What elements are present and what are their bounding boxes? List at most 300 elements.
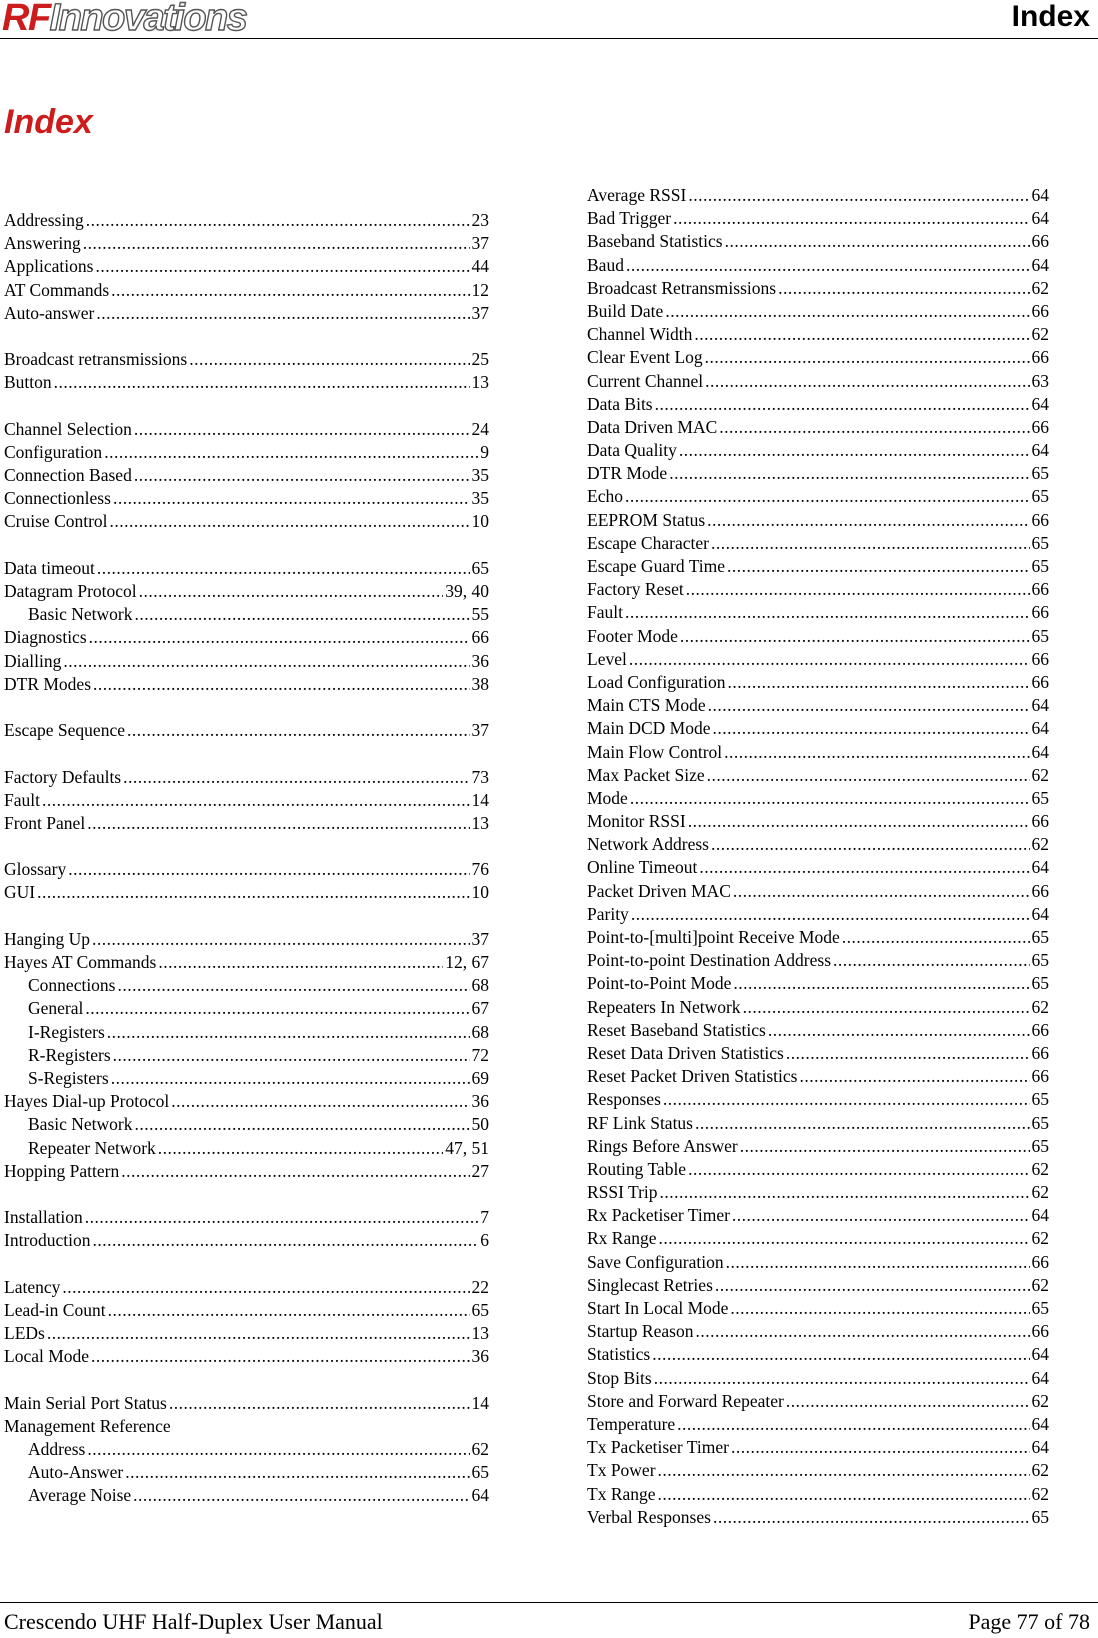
index-entry-page: 72 bbox=[471, 1044, 489, 1065]
dot-leader bbox=[786, 1390, 1030, 1413]
index-entry-label: LEDs bbox=[4, 1323, 45, 1343]
index-entry-page: 62 bbox=[1031, 1228, 1049, 1249]
index-entry-page: 64 bbox=[1031, 1413, 1049, 1434]
index-entry-page: 36 bbox=[471, 650, 489, 671]
index-entry[interactable] bbox=[4, 209, 489, 232]
dot-leader bbox=[111, 1067, 470, 1090]
index-entry[interactable] bbox=[587, 1135, 1049, 1158]
index-entry[interactable] bbox=[587, 996, 1049, 1019]
index-entry-page: 64 bbox=[1031, 1367, 1049, 1388]
index-entry-page: 64 bbox=[1031, 1437, 1049, 1458]
index-entry-page: 62 bbox=[1031, 1182, 1049, 1203]
index-entry-label: Tx Range bbox=[587, 1483, 656, 1504]
dot-leader bbox=[125, 1461, 469, 1484]
dot-leader bbox=[54, 371, 470, 394]
index-entry-label: Point-to-[multi]point Receive Mode bbox=[587, 927, 840, 947]
dot-leader bbox=[630, 787, 1030, 810]
index-entry-label: Load Configuration bbox=[587, 671, 726, 692]
index-entry-page: 64 bbox=[1031, 718, 1049, 739]
dot-leader bbox=[85, 1206, 479, 1229]
index-entry-page: 35 bbox=[471, 465, 489, 486]
index-entry[interactable] bbox=[587, 230, 1049, 253]
index-entry[interactable] bbox=[587, 601, 1049, 624]
index-entry-label: GUI bbox=[4, 882, 36, 903]
index-entry[interactable] bbox=[4, 789, 489, 812]
index-entry[interactable] bbox=[587, 972, 1049, 995]
index-entry-page: 65 bbox=[1031, 556, 1049, 576]
index-entry-label: Build Date bbox=[587, 300, 664, 321]
dot-leader bbox=[127, 719, 470, 742]
dot-leader bbox=[732, 1204, 1030, 1227]
index-subentry[interactable] bbox=[4, 1137, 489, 1160]
index-entry[interactable] bbox=[587, 462, 1049, 485]
index-entry-label: Data timeout bbox=[4, 557, 95, 578]
index-entry-label: Factory Defaults bbox=[4, 766, 122, 787]
index-entry-page: 65 bbox=[471, 1299, 489, 1320]
index-entry[interactable] bbox=[4, 673, 489, 696]
dot-leader bbox=[108, 1299, 470, 1322]
index-entry[interactable] bbox=[587, 578, 1049, 601]
dot-leader bbox=[625, 485, 1030, 508]
index-entry-page: 36 bbox=[471, 1091, 489, 1112]
dot-leader bbox=[680, 625, 1030, 648]
dot-leader bbox=[712, 717, 1029, 740]
index-entry-label: Temperature bbox=[587, 1413, 676, 1434]
dot-leader bbox=[169, 1392, 470, 1415]
index-entry[interactable] bbox=[4, 1160, 489, 1183]
index-entry[interactable] bbox=[587, 1459, 1049, 1482]
dot-leader bbox=[63, 650, 469, 673]
index-entry[interactable] bbox=[587, 1390, 1049, 1413]
index-entry[interactable] bbox=[587, 1158, 1049, 1181]
index-entry[interactable] bbox=[587, 509, 1049, 532]
index-entry-label: Average RSSI bbox=[587, 185, 687, 205]
dot-leader bbox=[139, 580, 444, 603]
index-entry[interactable] bbox=[4, 1345, 489, 1368]
index-entry[interactable] bbox=[587, 1181, 1049, 1204]
index-entry-label: Reset Packet Driven Statistics bbox=[587, 1066, 798, 1087]
index-entry-page: 12 bbox=[471, 279, 489, 300]
index-entry[interactable] bbox=[4, 348, 489, 371]
index-entry[interactable] bbox=[587, 346, 1049, 369]
dot-leader bbox=[799, 1065, 1029, 1088]
index-entry[interactable] bbox=[587, 833, 1049, 856]
index-spacer bbox=[4, 1368, 489, 1391]
dot-leader bbox=[133, 1484, 469, 1507]
dot-leader bbox=[658, 1459, 1030, 1482]
index-entry[interactable] bbox=[587, 625, 1049, 648]
dot-leader bbox=[158, 1137, 443, 1160]
index-entry[interactable] bbox=[4, 812, 489, 835]
index-entry-page: 66 bbox=[1031, 1321, 1049, 1342]
index-entry-page: 65 bbox=[1031, 486, 1049, 507]
index-entry-page: 12, 67 bbox=[445, 952, 489, 972]
index-subentry[interactable] bbox=[4, 1113, 489, 1136]
index-entry-page: 62 bbox=[1031, 1390, 1049, 1411]
index-entry[interactable] bbox=[587, 856, 1049, 879]
index-entry-label: Statistics bbox=[587, 1344, 651, 1365]
index-entry-label: Applications bbox=[4, 256, 94, 277]
index-entry[interactable] bbox=[587, 1274, 1049, 1297]
index-entry[interactable] bbox=[4, 1206, 489, 1229]
index-entry[interactable] bbox=[587, 207, 1049, 230]
dot-leader bbox=[719, 416, 1029, 439]
index-entry[interactable] bbox=[587, 393, 1049, 416]
index-entry-label: Current Channel bbox=[587, 370, 704, 391]
index-entry[interactable] bbox=[4, 766, 489, 789]
index-entry-page: 65 bbox=[1031, 463, 1049, 484]
index-entry[interactable] bbox=[4, 232, 489, 255]
index-entry[interactable] bbox=[587, 1297, 1049, 1320]
index-entry-page: 67 bbox=[471, 998, 489, 1019]
dot-leader bbox=[93, 673, 469, 696]
index-entry[interactable] bbox=[587, 1042, 1049, 1065]
index-entry-page: 13 bbox=[471, 372, 489, 393]
index-entry-label: Hanging Up bbox=[4, 928, 91, 949]
index-entry[interactable] bbox=[4, 650, 489, 673]
index-subentry[interactable] bbox=[4, 603, 489, 626]
dot-leader bbox=[740, 1135, 1030, 1158]
dot-leader bbox=[631, 903, 1030, 926]
dot-leader bbox=[726, 1251, 1030, 1274]
index-entry-label: Store and Forward Repeater bbox=[587, 1390, 784, 1411]
index-entry[interactable] bbox=[587, 671, 1049, 694]
index-entry-label: Routing Table bbox=[587, 1158, 687, 1179]
index-entry-page: 64 bbox=[1031, 695, 1049, 716]
index-entry[interactable] bbox=[587, 277, 1049, 300]
index-entry[interactable] bbox=[4, 557, 489, 580]
index-entry-label: Baud bbox=[587, 254, 624, 275]
index-entry-label: Save Configuration bbox=[587, 1251, 724, 1272]
dot-leader bbox=[629, 648, 1030, 671]
index-entry-label: Installation bbox=[4, 1207, 83, 1228]
index-spacer bbox=[4, 742, 489, 765]
index-spacer bbox=[4, 696, 489, 719]
index-entry-label: Fault bbox=[587, 602, 623, 623]
dot-leader bbox=[37, 881, 469, 904]
index-entry[interactable] bbox=[587, 416, 1049, 439]
index-entry[interactable] bbox=[587, 1251, 1049, 1274]
index-entry-label: I-Registers bbox=[28, 1021, 105, 1042]
page-footer bbox=[0, 1602, 1098, 1638]
index-entry[interactable] bbox=[4, 580, 489, 603]
index-entry-label: EEPROM Status bbox=[587, 509, 706, 530]
index-entry-page: 64 bbox=[471, 1485, 489, 1506]
dot-leader bbox=[86, 209, 470, 232]
index-entry-label: Repeater Network bbox=[28, 1137, 156, 1158]
index-entry[interactable] bbox=[587, 903, 1049, 926]
index-entry[interactable] bbox=[587, 1320, 1049, 1343]
index-entry-page: 62 bbox=[471, 1438, 489, 1459]
index-entry[interactable] bbox=[4, 1299, 489, 1322]
index-entry[interactable] bbox=[587, 1506, 1049, 1529]
index-entry-label: Hopping Pattern bbox=[4, 1160, 120, 1181]
index-entry-page: 66 bbox=[1031, 648, 1049, 669]
index-entry-page: 37 bbox=[471, 233, 489, 254]
index-entry[interactable] bbox=[587, 717, 1049, 740]
index-entry[interactable] bbox=[4, 279, 489, 302]
index-entry-page: 14 bbox=[471, 1392, 489, 1413]
index-entry[interactable] bbox=[587, 1204, 1049, 1227]
dot-leader bbox=[768, 1019, 1030, 1042]
index-entry[interactable] bbox=[587, 1367, 1049, 1390]
index-entry-page: 66 bbox=[1031, 1251, 1049, 1272]
index-entry-page: 65 bbox=[471, 1462, 489, 1483]
index-entry[interactable] bbox=[4, 302, 489, 325]
index-entry[interactable] bbox=[4, 951, 489, 974]
index-entry-label: Connectionless bbox=[4, 488, 111, 509]
index-entry-label: Data Quality bbox=[587, 440, 677, 461]
dot-leader bbox=[733, 880, 1030, 903]
dot-leader bbox=[85, 997, 469, 1020]
index-entry-label: Configuration bbox=[4, 441, 103, 462]
index-entry[interactable] bbox=[4, 1322, 489, 1345]
index-entry-label: R-Registers bbox=[28, 1044, 111, 1065]
index-entry-label: Repeaters In Network bbox=[587, 996, 741, 1017]
dot-leader bbox=[724, 741, 1029, 764]
index-entry-page: 39, 40 bbox=[445, 581, 489, 601]
index-entry-label: Level bbox=[587, 648, 627, 669]
dot-leader bbox=[711, 532, 1030, 555]
index-entry-label: Baseband Statistics bbox=[587, 231, 723, 252]
index-entry-label: Main CTS Mode bbox=[587, 695, 706, 716]
dot-leader bbox=[134, 464, 470, 487]
dot-leader bbox=[688, 810, 1030, 833]
index-entry-label: Start In Local Mode bbox=[587, 1298, 729, 1318]
index-entry-page: 66 bbox=[1031, 1019, 1049, 1040]
index-entry[interactable] bbox=[4, 464, 489, 487]
index-spacer bbox=[4, 325, 489, 348]
dot-leader bbox=[679, 439, 1030, 462]
index-entry-page: 64 bbox=[1031, 741, 1049, 762]
index-entry[interactable] bbox=[4, 418, 489, 441]
index-entry-label: Online Timeout bbox=[587, 857, 698, 878]
index-entry-label: Network Address bbox=[587, 834, 709, 855]
index-entry[interactable] bbox=[587, 1065, 1049, 1088]
index-subentry[interactable] bbox=[4, 1021, 489, 1044]
dot-leader bbox=[171, 1090, 469, 1113]
dot-leader bbox=[118, 974, 470, 997]
index-entry[interactable] bbox=[4, 1229, 489, 1252]
dot-leader bbox=[786, 1042, 1030, 1065]
index-entry[interactable] bbox=[587, 949, 1049, 972]
index-entry[interactable] bbox=[4, 371, 489, 394]
logo-rf: RF bbox=[2, 0, 50, 39]
index-entry-label: Clear Event Log bbox=[587, 347, 703, 368]
index-entry-label: Button bbox=[4, 372, 52, 393]
index-entry-page: 62 bbox=[1031, 1483, 1049, 1504]
index-entry[interactable] bbox=[4, 1415, 489, 1438]
index-entry-label: Addressing bbox=[4, 210, 84, 230]
index-entry[interactable] bbox=[587, 926, 1049, 949]
index-entry[interactable] bbox=[587, 1343, 1049, 1366]
index-entry[interactable] bbox=[587, 810, 1049, 833]
index-entry[interactable] bbox=[4, 1276, 489, 1299]
index-entry[interactable] bbox=[587, 485, 1049, 508]
index-entry[interactable] bbox=[4, 487, 489, 510]
index-entry-label: Local Mode bbox=[4, 1346, 90, 1367]
index-entry-page: 62 bbox=[1031, 996, 1049, 1017]
index-entry-page: 65 bbox=[1031, 973, 1049, 994]
index-entry[interactable] bbox=[4, 928, 489, 951]
index-entry-label: Diagnostics bbox=[4, 627, 87, 648]
dot-leader bbox=[694, 323, 1029, 346]
index-entry-page: 13 bbox=[471, 1323, 489, 1343]
index-entry-label: Broadcast retransmissions bbox=[4, 349, 188, 370]
index-entry[interactable] bbox=[587, 532, 1049, 555]
index-entry-page: 66 bbox=[1031, 602, 1049, 623]
index-entry-page: 66 bbox=[1031, 1042, 1049, 1063]
index-entry[interactable] bbox=[587, 1019, 1049, 1042]
dot-leader bbox=[727, 555, 1029, 578]
index-entry-page: 68 bbox=[471, 1021, 489, 1042]
dot-leader bbox=[626, 254, 1030, 277]
index-entry-page: 24 bbox=[471, 418, 489, 439]
index-entry[interactable] bbox=[587, 787, 1049, 810]
index-entry[interactable] bbox=[587, 555, 1049, 578]
dot-leader bbox=[96, 302, 469, 325]
dot-leader bbox=[93, 1229, 479, 1252]
index-subentry[interactable] bbox=[4, 1461, 489, 1484]
index-entry[interactable] bbox=[4, 1392, 489, 1415]
index-subentry[interactable] bbox=[4, 1438, 489, 1461]
dot-leader bbox=[695, 1320, 1029, 1343]
index-entry[interactable] bbox=[587, 880, 1049, 903]
index-entry-page: 65 bbox=[1031, 625, 1049, 646]
index-entry-page: 62 bbox=[1031, 1274, 1049, 1295]
index-entry-label: Point-to-point Destination Address bbox=[587, 950, 832, 971]
index-entry[interactable] bbox=[587, 323, 1049, 346]
index-entry-label: Connections bbox=[28, 975, 116, 996]
index-entry[interactable] bbox=[587, 764, 1049, 787]
index-spacer bbox=[4, 835, 489, 858]
index-entry-page: 66 bbox=[1031, 300, 1049, 321]
index-entry-label: Hayes AT Commands bbox=[4, 952, 157, 972]
index-entry-page: 64 bbox=[1031, 254, 1049, 275]
index-entry[interactable] bbox=[587, 1413, 1049, 1436]
index-entry-page: 44 bbox=[471, 256, 489, 277]
dot-leader bbox=[733, 972, 1029, 995]
index-entry-label: Average Noise bbox=[28, 1485, 132, 1506]
index-entry-label: Management Reference bbox=[4, 1415, 171, 1436]
index-entry[interactable] bbox=[587, 1483, 1049, 1506]
index-entry-page: 62 bbox=[1031, 834, 1049, 855]
dot-leader bbox=[743, 996, 1030, 1019]
dot-leader bbox=[87, 1438, 469, 1461]
index-entry-page: 23 bbox=[471, 210, 489, 230]
index-entry[interactable] bbox=[4, 626, 489, 649]
index-entry[interactable] bbox=[4, 858, 489, 881]
index-entry-page: 64 bbox=[1031, 208, 1049, 229]
page-number: Page 77 of 78 bbox=[968, 1609, 1090, 1634]
index-subentry[interactable] bbox=[4, 974, 489, 997]
dot-leader bbox=[663, 1088, 1030, 1111]
index-entry[interactable] bbox=[587, 1088, 1049, 1111]
index-entry[interactable] bbox=[587, 648, 1049, 671]
index-entry-label: Tx Power bbox=[587, 1460, 656, 1481]
index-entry[interactable] bbox=[587, 370, 1049, 393]
index-entry-label: Hayes Dial-up Protocol bbox=[4, 1091, 170, 1112]
index-entry[interactable] bbox=[587, 300, 1049, 323]
index-entry[interactable] bbox=[4, 1090, 489, 1113]
index-entry-label: Glossary bbox=[4, 859, 67, 880]
index-entry[interactable] bbox=[587, 254, 1049, 277]
index-entry-label: RSSI Trip bbox=[587, 1182, 658, 1203]
index-entry-label: Startup Reason bbox=[587, 1321, 694, 1342]
dot-leader bbox=[135, 603, 470, 626]
index-entry-page: 13 bbox=[471, 812, 489, 833]
index-subentry[interactable] bbox=[4, 997, 489, 1020]
index-entry-label: Reset Data Driven Statistics bbox=[587, 1042, 784, 1063]
index-entry-label: Channel Width bbox=[587, 324, 693, 345]
index-entry[interactable] bbox=[4, 510, 489, 533]
index-spacer bbox=[4, 1252, 489, 1275]
dot-leader bbox=[87, 812, 469, 835]
index-entry-label: Stop Bits bbox=[587, 1367, 652, 1388]
dot-leader bbox=[91, 1345, 469, 1368]
dot-leader bbox=[659, 1227, 1030, 1250]
dot-leader bbox=[92, 928, 469, 951]
index-entry-label: Escape Guard Time bbox=[587, 556, 726, 576]
index-entry[interactable] bbox=[4, 441, 489, 464]
index-entry[interactable] bbox=[587, 439, 1049, 462]
index-entry[interactable] bbox=[587, 184, 1049, 207]
index-entry-page: 47, 51 bbox=[445, 1137, 489, 1158]
index-entry-page: 65 bbox=[1031, 927, 1049, 947]
index-entry[interactable] bbox=[4, 255, 489, 278]
index-entry-page: 65 bbox=[1031, 1112, 1049, 1133]
dot-leader bbox=[731, 1436, 1030, 1459]
index-column-right bbox=[587, 184, 1049, 1529]
dot-leader bbox=[652, 1343, 1029, 1366]
dot-leader bbox=[711, 833, 1030, 856]
index-entry-label: Max Packet Size bbox=[587, 764, 705, 785]
index-entry-page: 66 bbox=[471, 627, 489, 648]
index-entry[interactable] bbox=[4, 719, 489, 742]
index-subentry[interactable] bbox=[4, 1044, 489, 1067]
dot-leader bbox=[673, 207, 1029, 230]
index-entry-label: Connection Based bbox=[4, 465, 132, 486]
index-entry[interactable] bbox=[587, 741, 1049, 764]
index-entry-label: Main DCD Mode bbox=[587, 718, 711, 739]
index-subentry[interactable] bbox=[4, 1484, 489, 1507]
index-entry-page: 27 bbox=[471, 1160, 489, 1181]
dot-leader bbox=[695, 1112, 1030, 1135]
index-subentry[interactable] bbox=[4, 1067, 489, 1090]
index-entry-label: Rx Packetiser Timer bbox=[587, 1205, 730, 1226]
index-entry-page: 64 bbox=[1031, 185, 1049, 205]
dot-leader bbox=[134, 418, 470, 441]
index-entry-page: 62 bbox=[1031, 1460, 1049, 1481]
index-entry[interactable] bbox=[587, 694, 1049, 717]
index-entry[interactable] bbox=[4, 881, 489, 904]
index-entry-label: RF Link Status bbox=[587, 1112, 693, 1133]
index-entry[interactable] bbox=[587, 1436, 1049, 1459]
dot-leader bbox=[833, 949, 1029, 972]
dot-leader bbox=[110, 510, 470, 533]
index-entry-label: Mode bbox=[587, 787, 628, 808]
index-entry[interactable] bbox=[587, 1227, 1049, 1250]
index-entry[interactable] bbox=[587, 1112, 1049, 1135]
index-entry-page: 64 bbox=[1031, 393, 1049, 414]
index-entry-page: 66 bbox=[1031, 811, 1049, 832]
dot-leader bbox=[688, 1158, 1029, 1181]
index-entry-label: Fault bbox=[4, 789, 40, 810]
index-entry-page: 66 bbox=[1031, 509, 1049, 530]
index-entry-page: 22 bbox=[471, 1276, 489, 1297]
dot-leader bbox=[655, 393, 1030, 416]
dot-leader bbox=[707, 764, 1030, 787]
